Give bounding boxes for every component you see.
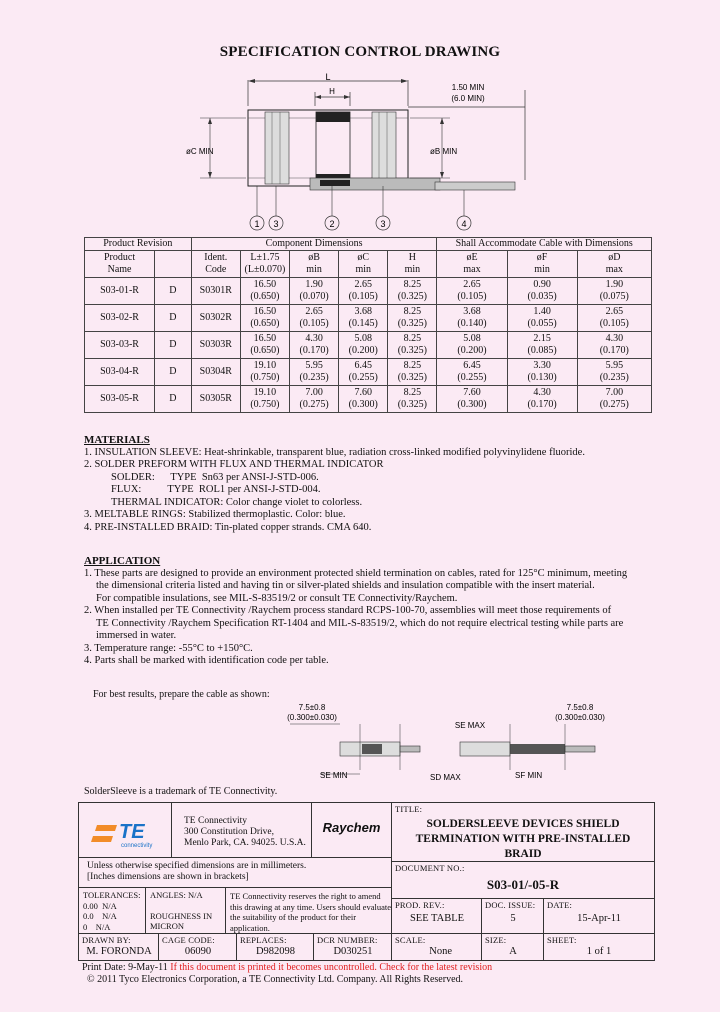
prep-se-min: SE MIN xyxy=(320,771,348,780)
cell-d: 4.30 (0.170) xyxy=(577,332,651,359)
cable-prep-drawing xyxy=(280,700,610,785)
cell-code: S0302R xyxy=(191,305,240,332)
column-header: Ident. Code xyxy=(191,251,240,278)
drawn-by-value: M. FORONDA xyxy=(86,946,152,957)
dim-c-label: øC MIN xyxy=(186,147,214,156)
column-header: L±1.75 (L±0.070) xyxy=(240,251,289,278)
cell-l: 16.50 (0.650) xyxy=(240,305,289,332)
te-logo xyxy=(79,803,172,858)
cell-code: S0305R xyxy=(191,386,240,413)
column-header: øE max xyxy=(437,251,507,278)
application-line: 1. These parts are designed to provide an environment protected shield termination on cables, rated for 125°C minimum, meeting xyxy=(84,567,628,579)
prod-rev-label: PROD. REV.: xyxy=(395,900,445,910)
raychem-logo: Raychem xyxy=(312,803,392,858)
cell-rev: D xyxy=(155,332,192,359)
cell-name: S03-01-R xyxy=(85,278,155,305)
group-header-component: Component Dimensions xyxy=(191,238,437,251)
company-name: TE Connectivity xyxy=(184,816,248,826)
cell-e: 2.65 (0.105) xyxy=(437,278,507,305)
doc-no-value: S03-01/-05-R xyxy=(486,877,560,892)
materials-line: 2. SOLDER PREFORM WITH FLUX AND THERMAL INDICATOR xyxy=(84,459,384,470)
doc-no-cell xyxy=(392,862,654,899)
cell-d: 5.95 (0.235) xyxy=(577,359,651,386)
cell-e: 5.08 (0.200) xyxy=(437,332,507,359)
dim-l-label: L xyxy=(325,72,331,82)
column-header xyxy=(155,251,192,278)
cell-c: 7.60 (0.300) xyxy=(339,386,388,413)
cell-name: S03-02-R xyxy=(85,305,155,332)
cell-f: 0.90 (0.035) xyxy=(507,278,577,305)
cell-c: 5.08 (0.200) xyxy=(339,332,388,359)
cell-h: 8.25 (0.325) xyxy=(388,305,437,332)
application-line: TE Connectivity /Raychem Specification RT-1404 and MIL-S-83519/2, which do not require electrical testing while parts are xyxy=(96,617,624,629)
footer-print-line xyxy=(82,962,492,973)
units-line: Unless otherwise specified dimensions are in millimeters. xyxy=(87,861,307,871)
application-line: For compatible insulations, see MIL-S-83519/2 or consult TE Connectivity/Raychem. xyxy=(96,592,458,604)
column-header: H min xyxy=(388,251,437,278)
te-logo-text: TE xyxy=(119,821,145,843)
cell-rev: D xyxy=(155,278,192,305)
disclaimer-line: this drawing at any time. Users should evaluate xyxy=(230,901,391,912)
sheet-value: 1 of 1 xyxy=(586,946,612,957)
prep-dim-1: 7.5±0.8 xyxy=(298,703,326,712)
materials-line: 1. INSULATION SLEEVE: Heat-shrinkable, transparent blue, radiation cross-linked modified polyvinylidene fluoride. xyxy=(84,446,585,458)
drawing-title-line: TERMINATION WITH PRE-INSTALLED xyxy=(415,833,631,845)
cell-e: 6.45 (0.255) xyxy=(437,359,507,386)
cell-code: S0301R xyxy=(191,278,240,305)
company-address xyxy=(172,803,312,858)
dim-min-label-in: (6.0 MIN) xyxy=(451,94,485,103)
cell-b: 1.90 (0.070) xyxy=(290,278,339,305)
doc-issue-value: 5 xyxy=(510,913,516,924)
drawing-title-line: BRAID xyxy=(504,848,542,860)
units-note xyxy=(79,858,392,888)
sheet-label: SHEET: xyxy=(547,935,577,945)
cell-rev: D xyxy=(155,305,192,332)
cell-b: 7.00 (0.275) xyxy=(290,386,339,413)
materials-line: 4. PRE-INSTALLED BRAID: Tin-plated copper strands. CMA 640. xyxy=(84,521,372,533)
roughness-line: MICRON xyxy=(150,921,185,931)
application-line: immersed in water. xyxy=(96,630,177,641)
cage-code-cell xyxy=(159,934,237,960)
cell-h: 8.25 (0.325) xyxy=(388,359,437,386)
cable-prep-intro: For best results, prepare the cable as shown: xyxy=(93,689,270,700)
prep-dim-2-in: (0.300±0.030) xyxy=(555,713,605,722)
spec-table-body xyxy=(85,278,652,413)
title-block xyxy=(78,802,655,961)
materials-line: 3. MELTABLE RINGS: Stabilized thermoplastic. Color: blue. xyxy=(84,509,346,520)
disclaimer-line: the suitability of the product for their application. xyxy=(230,912,357,933)
cell-rev: D xyxy=(155,386,192,413)
table-row xyxy=(85,386,652,413)
page-title: SPECIFICATION CONTROL DRAWING xyxy=(219,44,501,60)
materials-title: MATERIALS xyxy=(84,434,150,446)
cell-b: 2.65 (0.105) xyxy=(290,305,339,332)
materials-line: FLUX: TYPE ROL1 per ANSI-J-STD-004. xyxy=(111,484,321,495)
prep-sf-min: SF MIN xyxy=(515,771,543,780)
materials-line: THERMAL INDICATOR: Color change violet to colorless. xyxy=(111,496,363,508)
copyright: © 2011 Tyco Electronics Corporation, a TE Connectivity Ltd. Company. All Rights Reserved. xyxy=(87,974,464,985)
size-value: A xyxy=(509,946,517,957)
column-header: øD max xyxy=(577,251,651,278)
application-line: 2. When installed per TE Connectivity /Raychem process standard RCPS-100-70, assemblies will meet those requirements of xyxy=(84,605,612,616)
group-header-cable: Shall Accommodate Cable with Dimensions xyxy=(437,238,652,251)
cell-l: 19.10 (0.750) xyxy=(240,386,289,413)
spec-table xyxy=(84,237,652,413)
column-header: øF min xyxy=(507,251,577,278)
prep-se-max: SE MAX xyxy=(454,721,486,730)
te-logo-sub: connectivity xyxy=(121,843,153,849)
cell-f: 3.30 (0.130) xyxy=(507,359,577,386)
scale-label: SCALE: xyxy=(395,935,426,945)
application-line: 3. Temperature range: -55°C to +150°C. xyxy=(84,642,253,654)
prod-rev-value: SEE TABLE xyxy=(409,913,465,924)
drawn-by-label: DRAWN BY: xyxy=(82,935,131,945)
date-cell xyxy=(544,899,654,934)
title-cell xyxy=(392,803,654,862)
date-value: 15-Apr-11 xyxy=(577,913,621,924)
dim-min-label: 1.50 MIN xyxy=(451,83,485,92)
materials-line: SOLDER: TYPE Sn63 per ANSI-J-STD-006. xyxy=(111,471,319,483)
callout-4: 4 xyxy=(461,219,467,229)
application-section xyxy=(84,555,684,668)
materials-section xyxy=(84,434,674,534)
cell-name: S03-03-R xyxy=(85,332,155,359)
angles-label: ANGLES: N/A xyxy=(150,890,203,900)
cell-f: 4.30 (0.170) xyxy=(507,386,577,413)
drawn-by-cell xyxy=(79,934,159,960)
cell-name: S03-04-R xyxy=(85,359,155,386)
uncontrolled-warning: If this document is printed it becomes uncontrolled. Check for the latest revision xyxy=(170,962,493,973)
angles-roughness xyxy=(146,888,226,934)
disclaimer xyxy=(226,888,392,934)
doc-issue-cell xyxy=(482,899,544,934)
dcr-number-value: D030251 xyxy=(333,946,373,957)
tolerance-line: 0.0 N/A xyxy=(83,911,117,921)
table-row xyxy=(85,359,652,386)
title-label: TITLE: xyxy=(395,804,423,814)
dcr-number-label: DCR NUMBER: xyxy=(317,935,378,945)
size-cell xyxy=(482,934,544,960)
doc-no-label: DOCUMENT NO.: xyxy=(395,863,465,873)
cell-e: 7.60 (0.300) xyxy=(437,386,507,413)
column-header: øB min xyxy=(290,251,339,278)
prep-dim-1-in: (0.300±0.030) xyxy=(287,713,337,722)
cell-rev: D xyxy=(155,359,192,386)
application-title: APPLICATION xyxy=(84,555,161,567)
disclaimer-line: TE Connectivity reserves the right to amend xyxy=(230,891,381,901)
doc-issue-label: DOC. ISSUE: xyxy=(485,900,536,910)
prod-rev-cell xyxy=(392,899,482,934)
cell-code: S0304R xyxy=(191,359,240,386)
scale-cell xyxy=(392,934,482,960)
tolerances xyxy=(79,888,146,934)
cell-b: 4.30 (0.170) xyxy=(290,332,339,359)
cell-l: 16.50 (0.650) xyxy=(240,278,289,305)
cell-b: 5.95 (0.235) xyxy=(290,359,339,386)
roughness-line: ROUGHNESS IN xyxy=(150,910,213,921)
dcr-number-cell xyxy=(314,934,392,960)
table-row xyxy=(85,278,652,305)
units-line: [Inches dimensions are shown in brackets] xyxy=(87,872,249,882)
cage-code-label: CAGE CODE: xyxy=(162,935,215,945)
cell-l: 19.10 (0.750) xyxy=(240,359,289,386)
size-label: SIZE: xyxy=(485,935,507,945)
cell-name: S03-05-R xyxy=(85,386,155,413)
scale-value: None xyxy=(429,946,452,957)
dim-b-label: øB MIN xyxy=(430,147,458,156)
drawing-title-line: SOLDERSLEEVE DEVICES SHIELD xyxy=(426,818,620,830)
print-date: Print Date: 9-May-11 xyxy=(82,962,168,973)
tolerance-label: TOLERANCES: xyxy=(83,890,141,900)
cell-d: 2.65 (0.105) xyxy=(577,305,651,332)
cell-f: 1.40 (0.055) xyxy=(507,305,577,332)
tolerance-line: 0.00 N/A xyxy=(83,900,117,911)
callout-3b: 3 xyxy=(380,219,386,229)
cell-d: 7.00 (0.275) xyxy=(577,386,651,413)
callout-1: 1 xyxy=(254,219,260,229)
cell-h: 8.25 (0.325) xyxy=(388,386,437,413)
cell-code: S0303R xyxy=(191,332,240,359)
address-line: 300 Constitution Drive, xyxy=(184,827,274,837)
application-line: the dimensional criteria listed and having tin or silver-plated shields and insulation compatible with the insert material. xyxy=(96,580,595,591)
trademark-note: SolderSleeve is a trademark of TE Connectivity. xyxy=(84,786,278,797)
group-header-revision: Product Revision xyxy=(85,238,192,251)
sheet-cell xyxy=(544,934,654,960)
column-header-row xyxy=(85,251,652,278)
cell-c: 6.45 (0.255) xyxy=(339,359,388,386)
table-row xyxy=(85,305,652,332)
column-header: øC min xyxy=(339,251,388,278)
cell-c: 2.65 (0.105) xyxy=(339,278,388,305)
date-label: DATE: xyxy=(547,900,573,910)
address-line: Menlo Park, CA. 94025. U.S.A. xyxy=(184,838,306,848)
replaces-label: REPLACES: xyxy=(240,935,287,945)
cell-d: 1.90 (0.075) xyxy=(577,278,651,305)
replaces-cell xyxy=(237,934,314,960)
callout-3a: 3 xyxy=(273,219,279,229)
table-row xyxy=(85,332,652,359)
callout-2: 2 xyxy=(329,219,335,229)
tolerance-line: 0 N/A xyxy=(83,921,111,932)
prep-dim-2: 7.5±0.8 xyxy=(566,703,594,712)
cell-h: 8.25 (0.325) xyxy=(388,278,437,305)
cage-code-value: 06090 xyxy=(184,946,212,957)
cell-h: 8.25 (0.325) xyxy=(388,332,437,359)
column-header: Product Name xyxy=(85,251,155,278)
sleeve-drawing xyxy=(180,70,540,240)
cell-c: 3.68 (0.145) xyxy=(339,305,388,332)
cell-l: 16.50 (0.650) xyxy=(240,332,289,359)
application-line: 4. Parts shall be marked with identification code per table. xyxy=(84,655,329,666)
prep-sd-max: SD MAX xyxy=(430,773,461,782)
replaces-value: D982098 xyxy=(255,946,296,957)
cell-f: 2.15 (0.085) xyxy=(507,332,577,359)
dim-h-label: H xyxy=(329,87,335,96)
cell-e: 3.68 (0.140) xyxy=(437,305,507,332)
